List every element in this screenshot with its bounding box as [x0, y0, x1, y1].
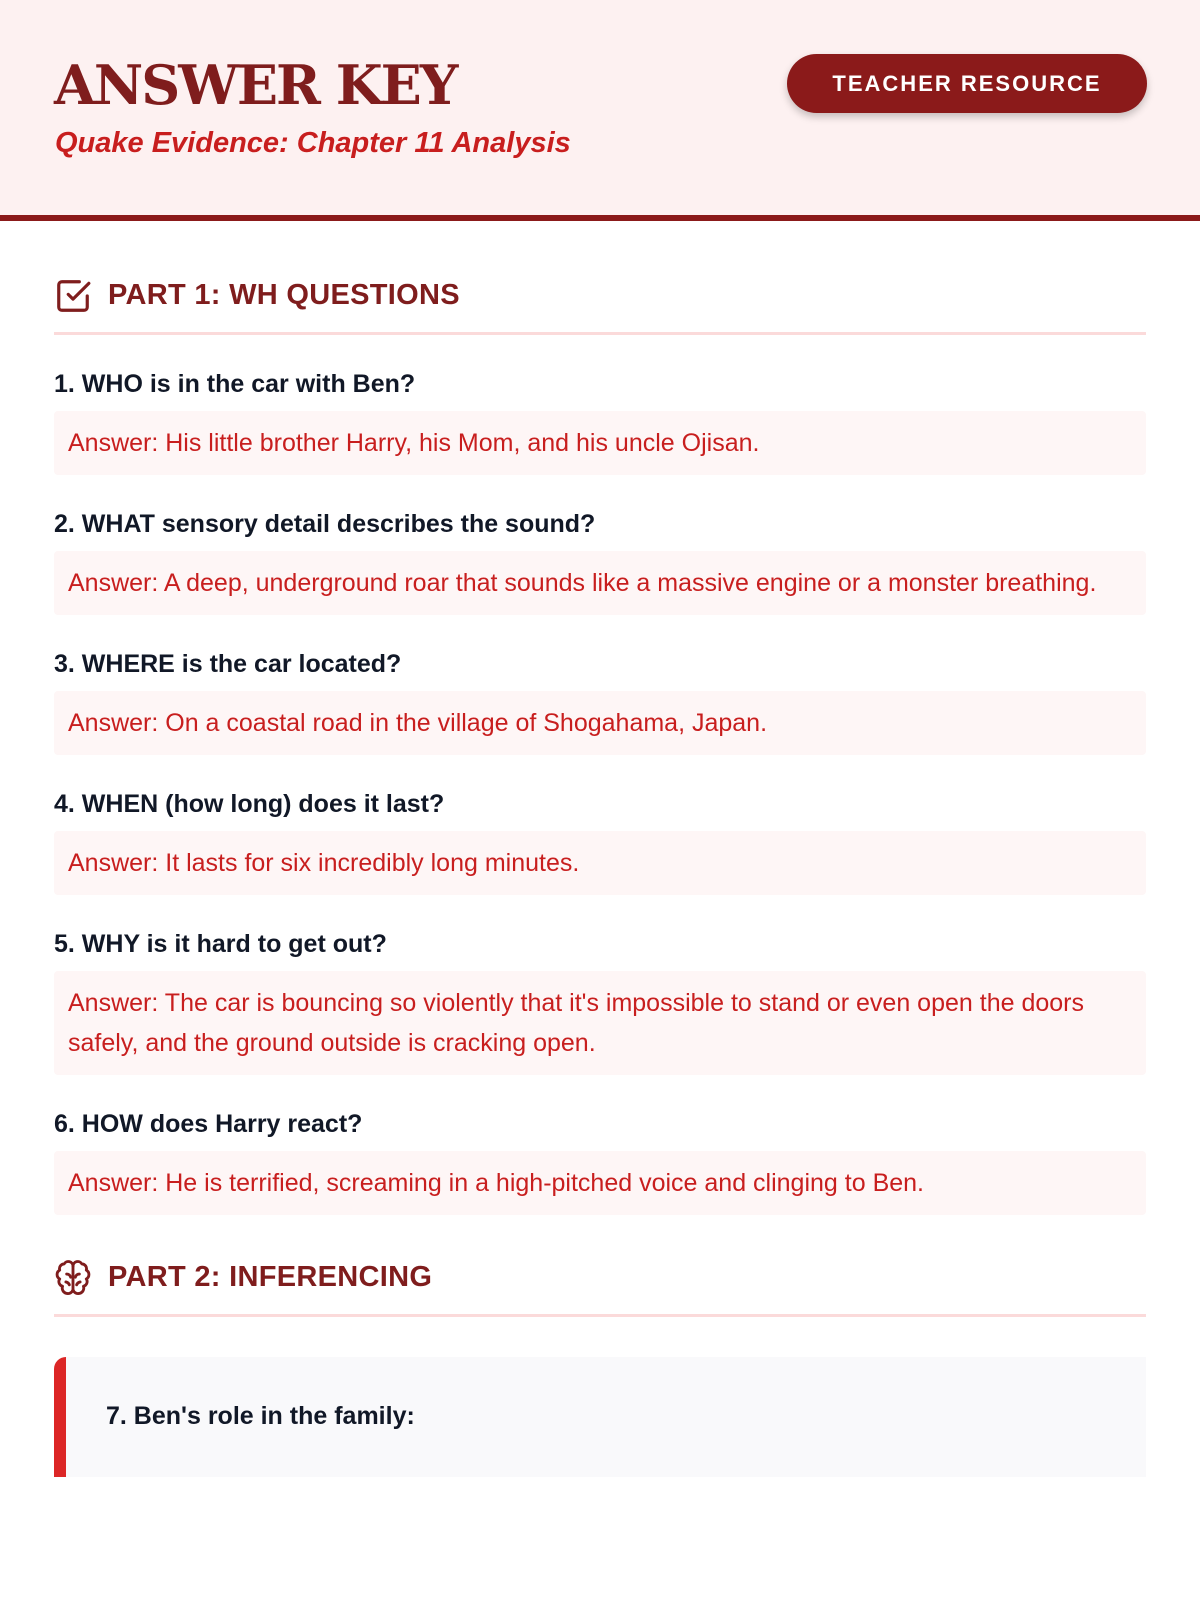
checkbox-icon [54, 277, 92, 315]
brain-icon [54, 1259, 92, 1297]
answer-text: Answer: He is terrified, screaming in a high-pitched voice and clinging to Ben. [54, 1151, 1146, 1215]
answer-text: Answer: On a coastal road in the village of Shogahama, Japan. [54, 691, 1146, 755]
question-text: 4. WHEN (how long) does it last? [54, 790, 445, 818]
question-text: 2. WHAT sensory detail describes the sound? [54, 510, 596, 538]
answer-text: Answer: His little brother Harry, his Mom, and his uncle Ojisan. [54, 411, 1146, 475]
page-header [0, 0, 1200, 221]
question-item-1 [54, 369, 1146, 475]
question-item-5 [54, 929, 1146, 1075]
answer-text: Answer: The car is bouncing so violently that it's impossible to stand or even open the doors safely, and the ground outside is cracking open. [54, 971, 1146, 1075]
question-item-3 [54, 649, 1146, 755]
question-item-6 [54, 1109, 1146, 1215]
question-text: 6. HOW does Harry react? [54, 1110, 363, 1138]
answer-key-content [0, 277, 1200, 1477]
question-item-4 [54, 789, 1146, 895]
question-text: 5. WHY is it hard to get out? [54, 930, 387, 958]
question-text: 7. Ben's role in the family: [106, 1402, 415, 1430]
part2-heading [54, 1259, 1146, 1317]
inference-card-7 [54, 1357, 1146, 1477]
page-subtitle: Quake Evidence: Chapter 11 Analysis [55, 127, 571, 159]
question-text: 1. WHO is in the car with Ben? [54, 370, 416, 398]
page-title: ANSWER KEY [54, 53, 457, 117]
answer-text: Answer: A deep, underground roar that sounds like a massive engine or a monster breathing. [54, 551, 1146, 615]
part1-heading-label: PART 1: WH QUESTIONS [108, 279, 460, 311]
answer-text: Answer: It lasts for six incredibly long minutes. [54, 831, 1146, 895]
part1-heading [54, 277, 1146, 335]
teacher-resource-badge: TEACHER RESOURCE [787, 54, 1147, 113]
question-text: 3. WHERE is the car located? [54, 650, 402, 678]
part2-heading-label: PART 2: INFERENCING [108, 1261, 433, 1293]
question-item-2 [54, 509, 1146, 615]
